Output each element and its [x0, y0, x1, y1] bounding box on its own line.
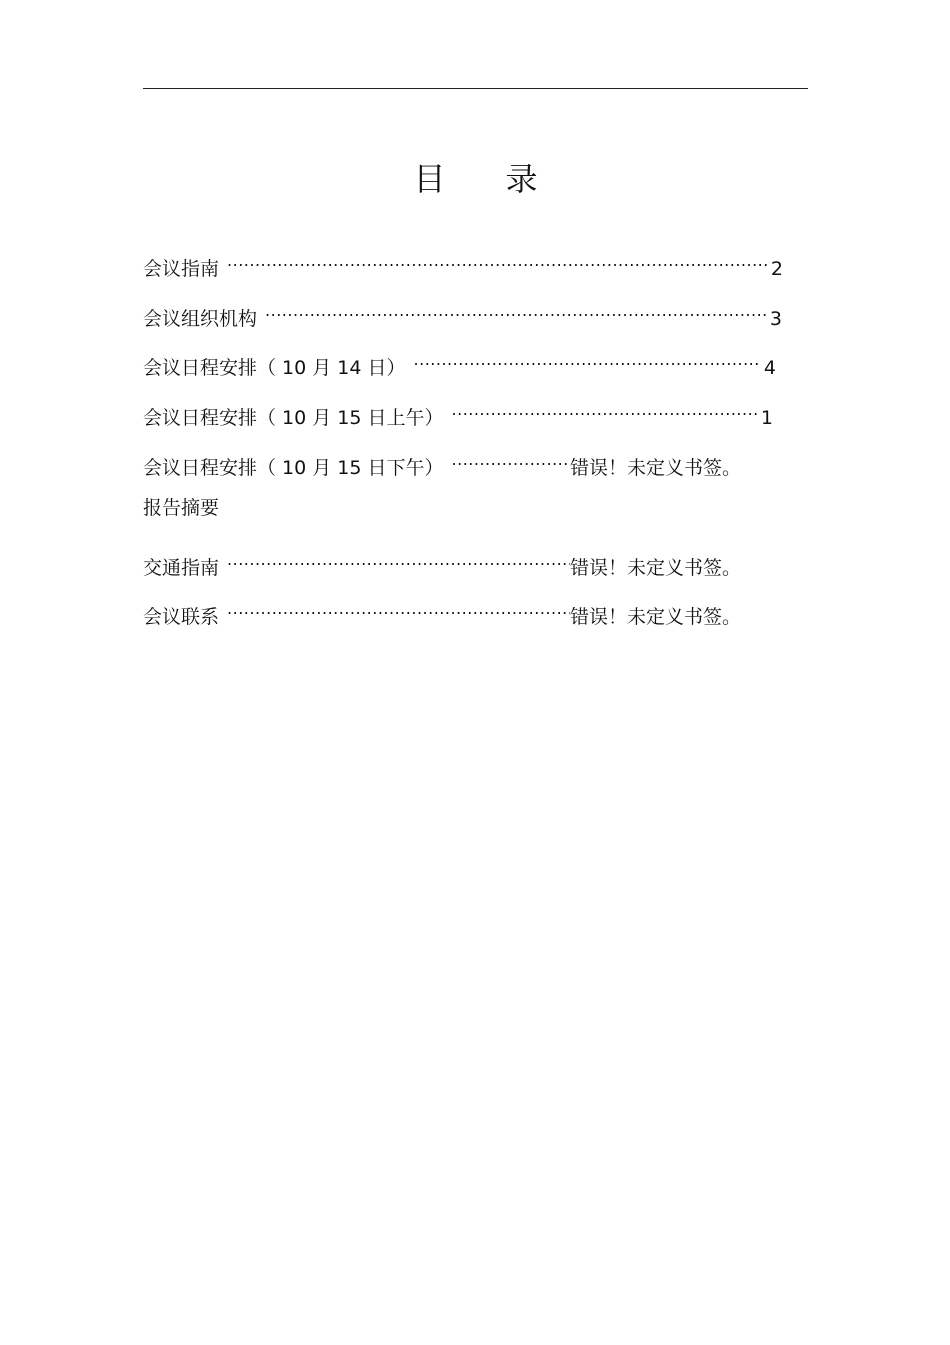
- toc-dot-leader: [227, 593, 570, 623]
- toc-entry-label: 报告摘要: [143, 497, 220, 519]
- toc-entry-label: 会议日程安排（ 10 月 15 日下午）: [143, 457, 444, 479]
- toc-error-text: 错误！未定义书签。: [569, 557, 741, 579]
- toc-entry-meeting-guide[interactable]: [143, 245, 783, 280]
- toc-dot-leader: [452, 394, 757, 424]
- toc-entry-label: 会议组织机构: [143, 308, 258, 330]
- toc-dot-leader: [414, 344, 760, 374]
- toc-dot-leader: [227, 245, 767, 275]
- toc-page-number: 1: [760, 407, 773, 429]
- toc-entry-schedule-oct15-pm[interactable]: [143, 444, 741, 479]
- toc-page-number: 2: [770, 258, 783, 280]
- toc-entry-report-abstracts[interactable]: [143, 493, 219, 523]
- toc-title-right: 录: [505, 160, 538, 198]
- toc-entry-label: 会议日程安排（ 10 月 15 日上午）: [143, 407, 444, 429]
- toc-error-text: 错误！未定义书签。: [569, 457, 741, 479]
- toc-entry-schedule-oct15-am[interactable]: [143, 394, 773, 429]
- toc-dot-leader: [452, 444, 570, 474]
- toc-title: [143, 155, 808, 203]
- toc-entry-meeting-contact[interactable]: [143, 593, 741, 628]
- toc-entry-schedule-oct14[interactable]: [143, 344, 776, 379]
- toc-page-number: 4: [763, 357, 776, 379]
- toc-entry-label: 交通指南: [143, 557, 220, 579]
- toc-error-text: 错误！未定义书签。: [569, 606, 741, 628]
- toc-entry-transport-guide[interactable]: [143, 544, 741, 579]
- toc-title-left: 目: [413, 160, 446, 198]
- toc-entry-organization[interactable]: [143, 295, 782, 330]
- toc-page-number: 3: [769, 308, 782, 330]
- toc-dot-leader: [265, 295, 766, 325]
- toc-dot-leader: [227, 544, 570, 574]
- toc-entry-label: 会议日程安排（ 10 月 14 日）: [143, 357, 406, 379]
- header-rule: [143, 88, 808, 89]
- toc-entry-label: 会议指南: [143, 258, 220, 280]
- toc-entry-label: 会议联系: [143, 606, 220, 628]
